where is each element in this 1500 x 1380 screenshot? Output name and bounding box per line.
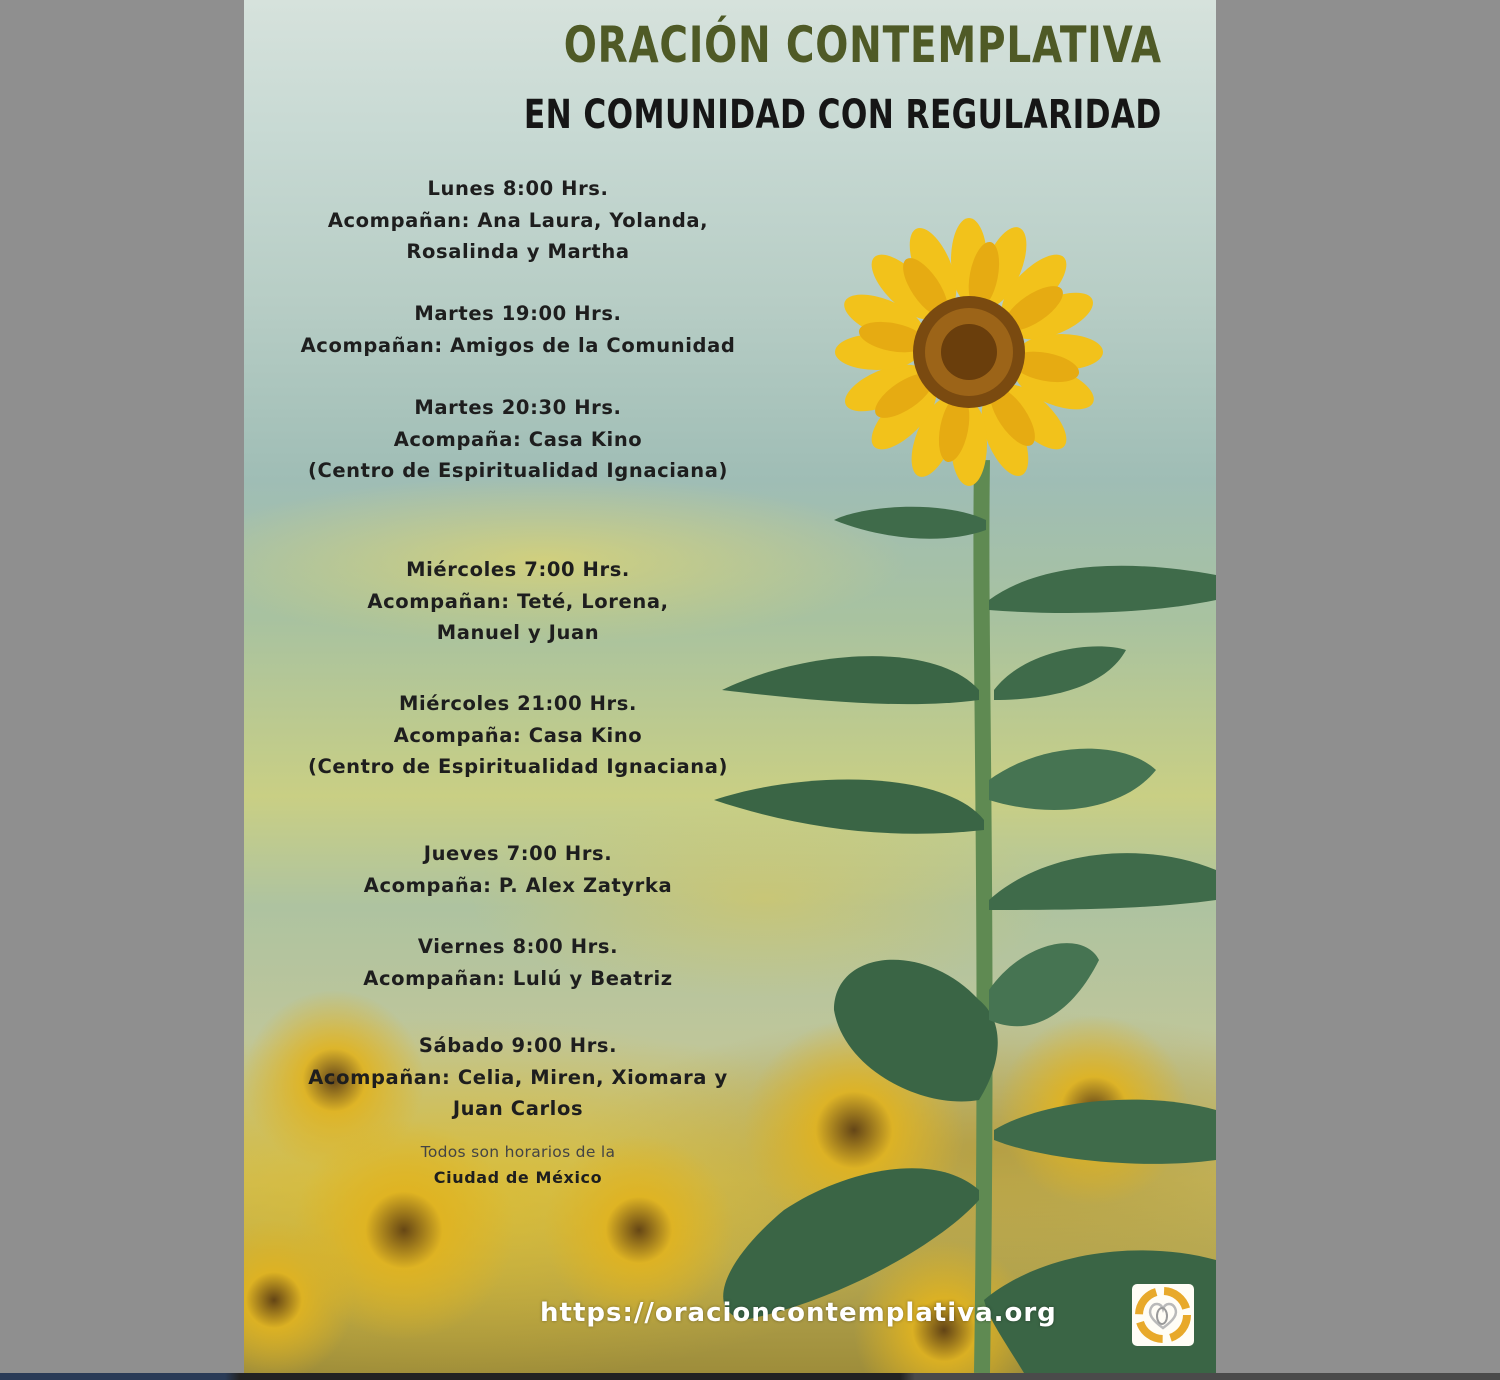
schedule-host: Acompañan: Teté, Lorena,: [367, 589, 669, 613]
website-link[interactable]: https://oracioncontemplativa.org: [540, 1298, 1057, 1328]
heart-circle-logo-icon: [1132, 1284, 1194, 1346]
schedule-host: (Centro de Espiritualidad Ignaciana): [307, 459, 729, 482]
bottom-strip: [0, 1373, 1500, 1380]
timezone-note-city: Ciudad de México: [433, 1168, 603, 1187]
schedule-item: [264, 931, 772, 994]
schedule-host: Acompañan: Celia, Miren, Xiomara y: [308, 1065, 728, 1089]
schedule-host: Acompañan: Ana Laura, Yolanda,: [327, 208, 709, 232]
schedule-item: [264, 173, 772, 268]
schedule-day: Sábado 9:00 Hrs.: [418, 1034, 618, 1057]
schedule-item: [264, 554, 772, 649]
schedule-host: Acompaña: Casa Kino: [393, 427, 643, 451]
schedule-day: Miércoles 7:00 Hrs.: [406, 558, 630, 581]
timezone-note-line1: Todos son horarios de la: [420, 1143, 616, 1161]
schedule-day: Miércoles 21:00 Hrs.: [398, 692, 637, 715]
poster-title: ORACIÓN CONTEMPLATIVA: [563, 16, 1162, 74]
schedule-host: Acompañan: Lulú y Beatriz: [363, 966, 673, 990]
schedule-host: Acompañan: Amigos de la Comunidad: [300, 333, 736, 357]
schedule-day: Martes 20:30 Hrs.: [414, 396, 622, 419]
schedule-day: Jueves 7:00 Hrs.: [423, 842, 613, 865]
schedule-day: Martes 19:00 Hrs.: [414, 302, 622, 325]
poster: [244, 0, 1216, 1373]
timezone-note: [264, 1140, 772, 1190]
schedule-host: Manuel y Juan: [436, 621, 600, 644]
schedule-item: [264, 1030, 772, 1125]
schedule-host: Juan Carlos: [452, 1097, 584, 1120]
schedule-item: [264, 298, 772, 361]
schedule-host: Acompaña: P. Alex Zatyrka: [363, 873, 673, 897]
schedule-day: Viernes 8:00 Hrs.: [417, 935, 619, 958]
schedule-item: [264, 838, 772, 901]
schedule-host: Acompaña: Casa Kino: [393, 723, 643, 747]
schedule-host: (Centro de Espiritualidad Ignaciana): [307, 755, 729, 778]
poster-subtitle: EN COMUNIDAD CON REGULARIDAD: [524, 92, 1162, 138]
schedule-day: Lunes 8:00 Hrs.: [427, 177, 609, 200]
schedule-item: [264, 392, 772, 487]
schedule-item: [264, 688, 772, 783]
schedule-host: Rosalinda y Martha: [406, 240, 630, 263]
